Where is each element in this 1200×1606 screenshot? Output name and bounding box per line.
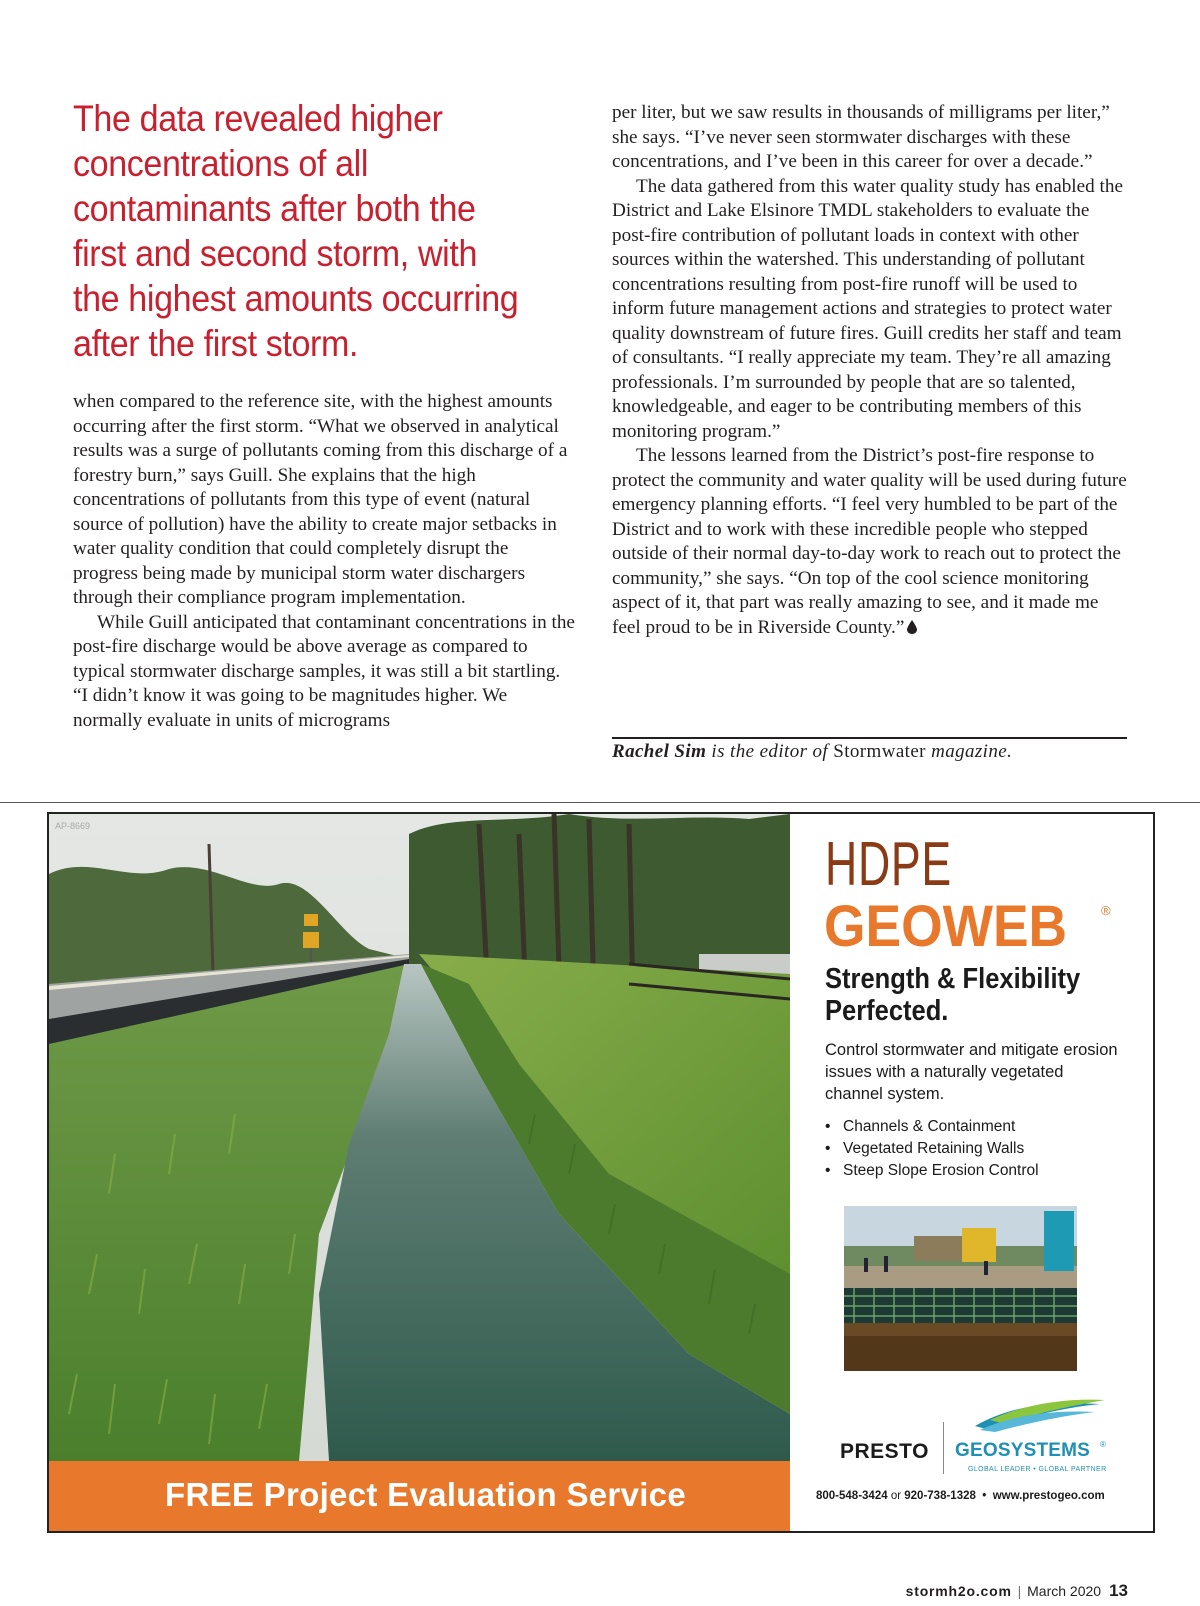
construction-photo-illustration (844, 1206, 1077, 1371)
registered-mark: ® (1101, 903, 1111, 918)
page-footer (906, 1581, 1128, 1601)
phone-2[interactable]: 920-738-1328 (904, 1490, 976, 1502)
ad-code: AP-8669 (55, 821, 91, 831)
section-divider (0, 802, 1200, 803)
article-column-left (73, 390, 578, 733)
free-evaluation-text: FREE Project Evaluation Service (165, 1476, 686, 1513)
construction-photo (844, 1206, 1077, 1371)
article-paragraph: The data gathered from this water quality study has enabled the District and Lake Elsinore TMDL stakeholders to evaluate the post-fire contribution of pollutant loads in context with other sources within the watershed. This understanding of pollutant concentrations resulting from post-fire runoff will be used to inform future management actions and strategies to protect water quality downstream of future fires. Guill credits her staff and team of consultants. “I really appreciate my team. They’re all amazing professionals. I’m surrounded by people that are so talented, knowledgeable, and eager to be contributing members of this monitoring program.” (612, 175, 1123, 442)
tagline-line-1: Strength & Flexibility (825, 963, 1081, 995)
brand-presto: PRESTO (840, 1440, 929, 1463)
footer-separator: | (1017, 1583, 1022, 1599)
footer-date: March 2020 (1027, 1583, 1102, 1599)
channel-photo-illustration (49, 814, 790, 1461)
article-paragraph-final (612, 444, 1127, 640)
article-paragraph: per liter, but we saw results in thousands of milligrams per liter,” she says. “I’ve never seen stormwater discharges with these concentrations, and I’ve been in this career for over a decade.” (612, 102, 1110, 172)
headline-geoweb: GEOWEB (824, 894, 1068, 959)
advertisement[interactable] (47, 812, 1155, 1533)
feature-item: • Vegetated Retaining Walls (825, 1138, 1039, 1160)
page-number: 13 (1109, 1581, 1128, 1600)
tagline-line-2: Perfected. (825, 995, 949, 1027)
drainage-channel-photo (49, 814, 790, 1461)
ad-info-panel (790, 814, 1153, 1533)
author-byline (612, 741, 1127, 763)
article-column-right (612, 101, 1127, 640)
brand-divider (943, 1422, 944, 1474)
headline-hdpe: HDPE (825, 830, 952, 899)
feature-list (825, 1116, 1039, 1182)
byline-text: is the editor of (706, 741, 834, 762)
website-link[interactable]: www.prestogeo.com (992, 1490, 1105, 1502)
article-paragraph: While Guill anticipated that contaminant concentrations in the post-fire discharge would be above average as compared to typical stormwater discharge samples, it was still a bit startling. “I didn’t know it was going to be magnitudes higher. We normally evaluate in units of micrograms (73, 611, 575, 731)
brand-slogan: GLOBAL LEADER • GLOBAL PARTNER (968, 1466, 1107, 1473)
byline-divider (612, 737, 1127, 739)
feature-item: • Channels & Containment (825, 1116, 1039, 1138)
ad-description: Control stormwater and mitigate erosion issues with a naturally vegetated channel system. (825, 1041, 1118, 1103)
feature-item: • Steep Slope Erosion Control (825, 1160, 1039, 1182)
water-drop-end-icon (907, 620, 917, 634)
brand-geosystems: GEOSYSTEMS (955, 1440, 1091, 1461)
brand-registered-mark: ® (1100, 1440, 1106, 1449)
author-name: Rachel Sim (612, 741, 707, 762)
byline-end: magazine. (925, 741, 1013, 762)
magazine-name: Stormwater (833, 741, 926, 762)
article-paragraph: when compared to the reference site, with the highest amounts occurring after the first storm. “What we observed in analytical results was a surge of pollutants coming from this discharge of a forestry burn,” says Guill. She explains that the high concentrations of pollutants from this type of event (natural source of pollution) have the ability to create major setbacks in water quality condition that could completely disrupt the progress being made by municipal storm water dischargers through their compliance program implementation. (73, 391, 568, 608)
footer-site[interactable]: stormh2o.com (905, 1583, 1012, 1599)
pull-quote: The data revealed higher concentrations of all contaminants after both the first and second storm, with the highest amounts occurring after the first storm. (73, 98, 519, 364)
ad-tagline (825, 963, 1080, 1027)
final-paragraph-text: The lessons learned from the District’s post-fire response to protect the community and water quality will be used during future emergency planning efforts. “I feel very humbled to be part of the District and to work with these incredible people who stepped outside of their normal day-to-day work to reach out to protect the community,” she says. “On top of the cool science monitoring aspect of it, that part was really amazing to see, and it made me feel proud to be in Riverside County.” (612, 445, 1127, 638)
contact-or: or (890, 1490, 902, 1502)
contact-info (816, 1490, 1105, 1502)
presto-wave-logo-icon (970, 1396, 1110, 1432)
ad-banner[interactable] (49, 1461, 790, 1533)
contact-separator: • (982, 1490, 987, 1502)
phone-1[interactable]: 800-548-3424 (816, 1490, 888, 1502)
